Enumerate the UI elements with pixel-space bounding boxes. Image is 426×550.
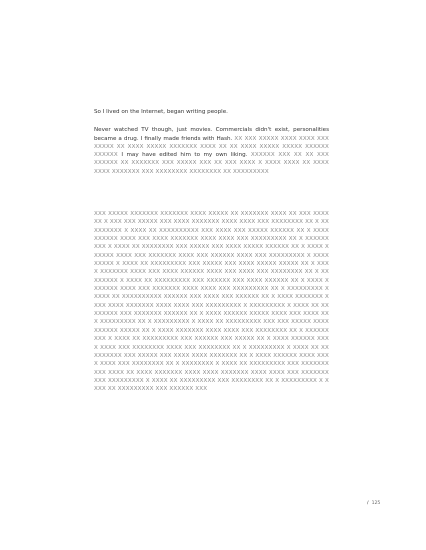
redacted-block: XXX XXXXX XXXXXXX XXXXXXX XXXX XXXXX XX XXXXXXX XXXX XX XXX XXXXXX X XXX XXX XXXXX XXX XXXX XXXXXXX XXXX XXXX XXX XXXXXXXX XX X XXXXXXXXX X XXXX XX XXXXXXXXXX XXX XXXX XXX XXXXX XXXXXX XX X XXXX XXXXXX XXXX XXX XXXX XXXXXXX XXXX XXXX XXX XXXXXXXXX XX X XXXXXXXXX X XXXX XX XXXXXXXX XXX XXXXX XXX XXXX XXXXX XXXXXX XX X XXXX XXXXXX XXXX XXX XXXXXXX XXXX XXX XXXXXX XXXX XXX XXXXXXXXX X XXXXXXXXX X XXXX XX XXXXXXXXX XXX XXXXX XXX XXXX XXXXX XXXXX XX X XXXX XXXXXXX XXXX XXX XXXX XXXXXX XXXX XXX XXXX XXX XXXXXXXX XX X XXXXXXXX X XXXX XX XXXXXXXXX XXX XXXXXX XXX XXXX XXXXXX XX X XXXX XXXXXXX XXXX XXX XXXXXXX XXXX XXXX XXX XXXXXXXXX XX X XXXXXXXXX X XXXX XX XXXXXXXXXX XXXXXX XXX XXXX XXX XXXXXX XX X XXXX XXXXXXX XXXX XXXX XXXXXXX XXXX XXXX XXX XXXXXXXXX X XXXXXXXXX X XXXX XX XXXXXXXX XXX XXXXXXX XXXXXX XX X XXXX XXXXXX XXXXX XXXX XXX XXXX XXX XXXXXXXXX XX X XXXXXXXXX X XXXX XX XXXXXXXXX XXX XXX XXXXX XXXX XXXXXX XXXXX XX X XXXX XXXXXXX XXXX XXXX XXX XXXXXXXX XX X XXXXXXXXX X XXXX XX XXXXXXXXX XXX XXXXXX XXX XXXXX XX X XXXX XXXXXX XXXX XXXX XXX XXXXXXXX XXXX XXX XXXXXXXX XX X XXXXXXXXX X XXXX XX XXXXXXXXX XXX XXXXX XXX XXXX XXXX XXXXXXX XX X XXXX XXXXXX XXXX XXXX XXXX XXX XXXXXXXX XX X XXXXXXXX X XXXX XX XXXXXXXXX XXX XXXXXXX XXX XXXX XX XXXX XXXXXXX XXXX XXXX XXXXXXX XXXX XXXX XXX XXXXXXXXXX XXXXXXXXX X XXXX XX XXXXXXXXX XXX XXXXXXXX XX X XXXXXXXXX X XXXX XX XXXXXXXXX XXX XXXXXX XXX xyxy=(94,211,329,393)
paragraph-2 xyxy=(94,126,329,176)
redacted-text: XX XXX XXXXX XXXX XXXX XXX XXXXX XX XXXX XXXXX XXXXXXX XXXX XX XX XXXX XXXXX XXXXX XXXXXX XXXXXX xyxy=(94,135,330,159)
paragraph-2-visible-text-b: I may have edited him to my own liking. xyxy=(121,152,248,159)
paragraph-2-visible-text: Never watched TV though, just movies. Commercials didn't exist, personalities became a drug. I finally made friends with Hash. xyxy=(94,127,329,142)
page-folio xyxy=(367,501,380,506)
body-text xyxy=(94,108,329,186)
page-number: 125 xyxy=(371,501,381,506)
paragraph-1: So I lived on the Internet, began writing people. xyxy=(94,109,228,115)
redacted-text-b: XXXXXX XXX XX XX XXX XXXXXX XX XXXXXXX XXX XXXXX XXX XX XXX XXXX X XXXX XXXX XX XXXX XXXX XXXXXXX XXX XXXXXXXX XXXXXXXX XX XXXXXXXXX xyxy=(94,152,329,175)
folio-separator: / xyxy=(367,501,369,506)
